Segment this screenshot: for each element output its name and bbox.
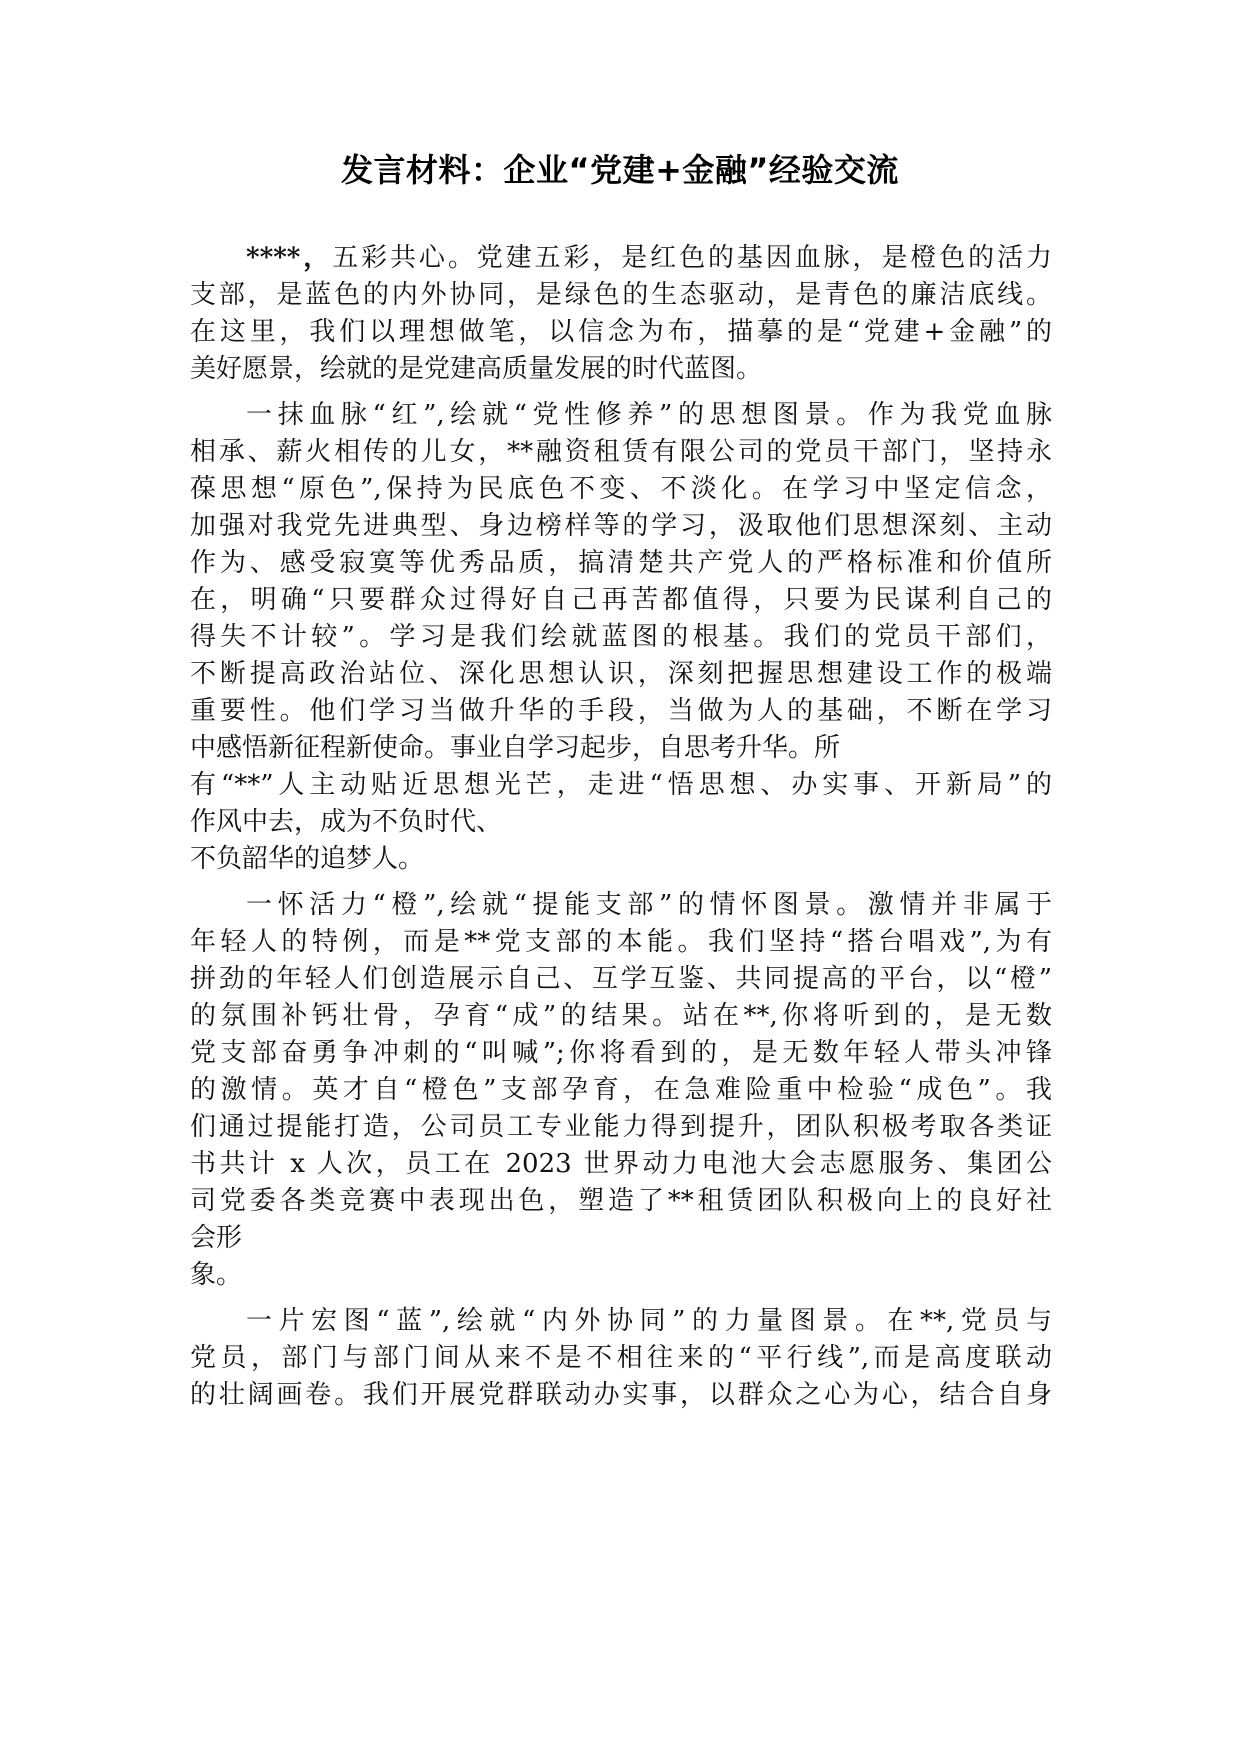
- text-line: 会形: [190, 1223, 243, 1253]
- paragraph-4: [190, 1303, 1052, 1414]
- text-line: 不断提高政治站位、深化思想认识，深刻把握思想建设工作的极端: [190, 659, 1052, 689]
- text-line: 的壮阔画卷。我们开展党群联动办实事，以群众之心为心，结合自身: [190, 1380, 1052, 1410]
- text-line: 美好愿景，绘就的是党建高质量发展的时代蓝图。: [190, 354, 763, 384]
- text-line: 的氛围补钙壮骨，孕育“成”的结果。站在**,你将听到的，是无数: [190, 1001, 1052, 1031]
- text-line: 象。: [190, 1260, 243, 1290]
- text-line: 司党委各类竞赛中表现出色，塑造了**租赁团队积极向上的良好社: [190, 1186, 1052, 1216]
- text-line: 作风中去，成为不负时代、: [190, 807, 503, 837]
- text-line: 支部，是蓝色的内外协同，是绿色的生态驱动，是青色的廉洁底线。: [190, 280, 1052, 310]
- paragraph-1: [190, 240, 1052, 388]
- document-title: 发言材料：企业“党建+金融”经验交流: [341, 151, 899, 189]
- text-line: 得失不计较”。学习是我们绘就蓝图的根基。我们的党员干部们，: [190, 622, 1052, 652]
- text-line: 有“**”人主动贴近思想光芒，走进“悟思想、办实事、开新局”的: [190, 770, 1052, 800]
- text-line: 一抹血脉“红”,绘就“党性修养”的思想图景。作为我党血脉: [246, 400, 1052, 430]
- paragraph-2: [190, 397, 1052, 878]
- text-line: 们通过提能打造，公司员工专业能力得到提升，团队积极考取各类证: [190, 1112, 1052, 1142]
- paragraph-3: [190, 887, 1052, 1294]
- text-span: 五彩共心。党建五彩，是红色的基因血脉，是橙色的活力: [332, 243, 1052, 273]
- text-line: 年轻人的特例，而是**党支部的本能。我们坚持“搭台唱戏”,为有: [190, 927, 1052, 957]
- text-line: 党员，部门与部门间从来不是不相往来的“平行线”,而是高度联动: [190, 1343, 1052, 1373]
- text-line: 中感悟新征程新使命。事业自学习起步，自思考升华。所: [190, 733, 841, 763]
- paragraph-lead: ****，: [246, 243, 333, 273]
- text-line: 加强对我党先进典型、身边榜样等的学习，汲取他们思想深刻、主动: [190, 511, 1052, 541]
- text-line: 一片宏图“蓝”,绘就“内外协同”的力量图景。在**,党员与: [246, 1306, 1052, 1336]
- text-line: 作为、感受寂寞等优秀品质，搞清楚共产党人的严格标准和价值所: [190, 548, 1052, 578]
- text-line: 一怀活力“橙”,绘就“提能支部”的情怀图景。激情并非属于: [246, 890, 1052, 920]
- text-line: 书共计 x 人次，员工在 2023 世界动力电池大会志愿服务、集团公: [190, 1149, 1052, 1179]
- text-line: 党支部奋勇争冲刺的“叫喊”;你将看到的，是无数年轻人带头冲锋: [190, 1038, 1052, 1068]
- text-line: [190, 240, 1052, 277]
- text-line: 拼劲的年轻人们创造展示自己、互学互鉴、共同提高的平台，以“橙”: [190, 964, 1052, 994]
- text-line: 重要性。他们学习当做升华的手段，当做为人的基础，不断在学习: [190, 696, 1052, 726]
- text-line: 在，明确“只要群众过得好自己再苦都值得，只要为民谋利自己的: [190, 585, 1052, 615]
- text-line: 不负韶华的追梦人。: [190, 844, 425, 874]
- text-line: 在这里，我们以理想做笔，以信念为布，描摹的是“党建+金融”的: [190, 317, 1052, 347]
- text-line: 的激情。英才自“橙色”支部孕育，在急难险重中检验“成色”。我: [190, 1075, 1052, 1105]
- document-body: [190, 240, 1052, 1423]
- text-line: 葆思想“原色”,保持为民底色不变、不淡化。在学习中坚定信念，: [190, 474, 1052, 504]
- text-line: 相承、薪火相传的儿女，**融资租赁有限公司的党员干部门，坚持永: [190, 437, 1052, 467]
